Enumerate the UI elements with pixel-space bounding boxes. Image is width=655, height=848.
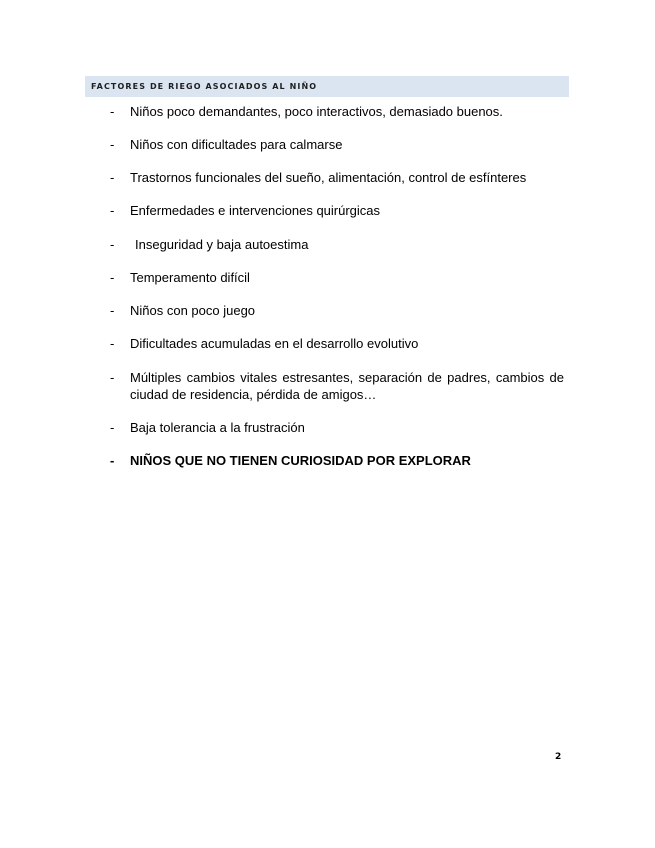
list-item-text: Niños con poco juego (130, 303, 256, 318)
list-item-text: Inseguridad y baja autoestima (135, 237, 309, 252)
list-item-text: Baja tolerancia a la frustración (130, 420, 305, 435)
list-bullet: - (110, 137, 115, 152)
list-bullet: - (110, 370, 115, 385)
list-bullet: - (110, 270, 115, 285)
page-number: 2 (555, 752, 562, 762)
list-bullet: - (110, 453, 115, 468)
list-bullet: - (110, 170, 115, 185)
list-bullet: - (110, 104, 115, 119)
list-item-text: Niños poco demandantes, poco interactivos, demasiado buenos. (130, 104, 503, 119)
list-item-text: Múltiples cambios vitales estresantes, separación de padres, cambios de ciudad de residencia, pérdida de amigos… (130, 370, 564, 402)
list-bullet: - (110, 303, 115, 318)
list-bullet: - (110, 203, 115, 218)
list-item-text: Temperamento difícil (130, 270, 250, 285)
list-item-text: Dificultades acumuladas en el desarrollo evolutivo (130, 336, 419, 351)
list-bullet: - (110, 420, 115, 435)
list-item-text: Trastornos funcionales del sueño, alimentación, control de esfínteres (130, 170, 527, 185)
list-item-text: Enfermedades e intervenciones quirúrgicas (130, 203, 381, 218)
list-bullet: - (110, 237, 115, 252)
section-title: FACTORES DE RIEGO ASOCIADOS AL NIÑO (91, 82, 318, 91)
list-item-text: NIÑOS QUE NO TIENEN CURIOSIDAD POR EXPLORAR (130, 453, 471, 468)
section-header (85, 76, 569, 97)
list-bullet: - (110, 336, 115, 351)
list-item-text: Niños con dificultades para calmarse (130, 137, 343, 152)
